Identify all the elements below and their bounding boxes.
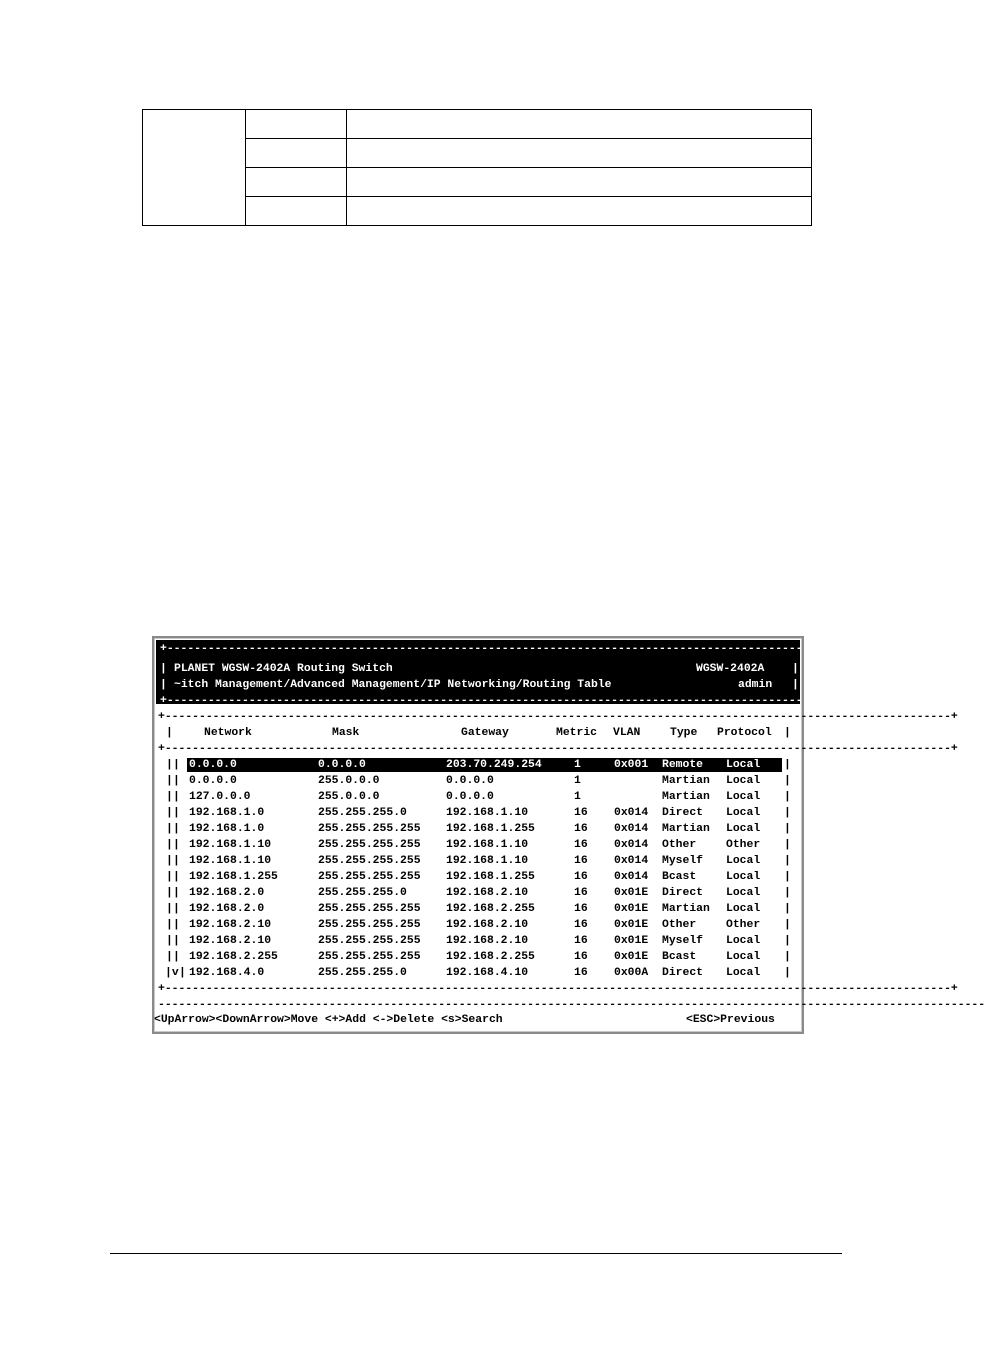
cell-protocol: Local (726, 759, 761, 771)
reference-table (142, 109, 812, 226)
cell-type: Myself (662, 935, 704, 947)
cell-vlan: 0x01E (614, 935, 649, 947)
row-border-pipe: | (173, 775, 180, 787)
cell-type: Other (662, 919, 697, 931)
cell-gateway: 0.0.0.0 (446, 775, 494, 787)
table-border-bottom: +-------------------------------------------------------------------------------------------------------------------+ (158, 983, 958, 995)
cell-gateway: 192.168.2.255 (446, 903, 535, 915)
cell-metric: 16 (574, 919, 588, 931)
table-border-pipe: | (784, 727, 791, 739)
cell-metric: 16 (574, 903, 588, 915)
cell-vlan: 0x014 (614, 871, 649, 883)
header-border-pipe: | (160, 679, 167, 691)
cell-mask: 255.255.255.255 (318, 919, 421, 931)
cell-metric: 16 (574, 935, 588, 947)
row-border-pipe: | (166, 935, 173, 947)
cell-mask: 255.0.0.0 (318, 791, 380, 803)
app-title: PLANET WGSW-2402A Routing Switch (174, 663, 393, 675)
row-border-pipe: | (173, 807, 180, 819)
row-border-pipe: | (784, 871, 791, 883)
table-row[interactable] (154, 901, 802, 917)
row-border-pipe: | (166, 887, 173, 899)
cell-protocol: Local (726, 823, 761, 835)
cell-gateway: 192.168.1.10 (446, 839, 529, 851)
cell-gateway: 192.168.1.255 (446, 823, 535, 835)
table-row[interactable] (154, 869, 802, 885)
cell-protocol: Local (726, 775, 761, 787)
cell-metric: 16 (574, 823, 588, 835)
cell-type: Bcast (662, 871, 697, 883)
cell-metric: 16 (574, 807, 588, 819)
row-border-pipe: | (784, 967, 791, 979)
cell-mask: 255.255.255.255 (318, 871, 421, 883)
cell-type: Martian (662, 791, 710, 803)
cell-vlan: 0x014 (614, 823, 649, 835)
cell-network: 192.168.4.0 (189, 967, 265, 979)
row-border-pipe: | (173, 887, 180, 899)
row-border-pipe: | (166, 871, 173, 883)
row-border-pipe: | (166, 855, 173, 867)
table-row[interactable] (154, 821, 802, 837)
cell-type: Bcast (662, 951, 697, 963)
table-row[interactable] (154, 757, 802, 773)
cell-metric: 16 (574, 871, 588, 883)
row-border-pipe: | (784, 935, 791, 947)
column-header-vlan: VLAN (613, 727, 641, 739)
column-header-gateway: Gateway (461, 727, 509, 739)
cell-protocol: Local (726, 951, 761, 963)
cell-gateway: 203.70.249.254 (446, 759, 542, 771)
row-border-pipe: | (784, 807, 791, 819)
row-border-pipe: | (784, 951, 791, 963)
table-cell (246, 110, 347, 139)
column-header-network: Network (204, 727, 252, 739)
cell-type: Direct (662, 887, 704, 899)
cell-gateway: 192.168.1.10 (446, 807, 529, 819)
cell-metric: 1 (574, 759, 581, 771)
table-row[interactable] (154, 917, 802, 933)
cell-vlan: 0x014 (614, 839, 649, 851)
cell-metric: 16 (574, 855, 588, 867)
footer-separator: ------------------------------------------------------------------------------------------------------------------------- (158, 999, 985, 1011)
device-name: WGSW-2402A (696, 663, 765, 675)
cell-mask: 0.0.0.0 (318, 759, 366, 771)
table-row[interactable] (154, 885, 802, 901)
cell-gateway: 192.168.2.10 (446, 887, 529, 899)
row-border-pipe: | (173, 919, 180, 931)
column-header-type: Type (670, 727, 698, 739)
cell-gateway: 192.168.2.10 (446, 919, 529, 931)
breadcrumb: ~itch Management/Advanced Management/IP Networking/Routing Table (174, 679, 612, 691)
table-cell (143, 110, 246, 226)
footer-keys-hint: <UpArrow><DownArrow>Move <+>Add <->Delete <s>Search (154, 1014, 503, 1026)
table-row[interactable] (154, 933, 802, 949)
row-border-pipe: | (166, 919, 173, 931)
cell-gateway: 0.0.0.0 (446, 791, 494, 803)
cell-network: 192.168.2.0 (189, 903, 265, 915)
row-border-pipe: | (166, 807, 173, 819)
row-border-pipe: | (784, 791, 791, 803)
row-border-pipe: | (166, 823, 173, 835)
cell-protocol: Other (726, 919, 761, 931)
cell-type: Myself (662, 855, 704, 867)
cell-gateway: 192.168.2.10 (446, 935, 529, 947)
cell-metric: 16 (574, 887, 588, 899)
cell-gateway: 192.168.4.10 (446, 967, 529, 979)
cell-gateway: 192.168.1.10 (446, 855, 529, 867)
row-border-pipe: | (173, 823, 180, 835)
table-row[interactable] (154, 773, 802, 789)
row-border-pipe: | (179, 967, 186, 979)
cell-vlan: 0x01E (614, 903, 649, 915)
footer-esc-hint: <ESC>Previous (686, 1014, 775, 1026)
header-border-bottom: +-------------------------------------------------------------------------------------------------------------------+ (160, 695, 960, 707)
cell-gateway: 192.168.2.255 (446, 951, 535, 963)
column-header-metric: Metric (556, 727, 598, 739)
table-cell (347, 139, 812, 168)
terminal-header (156, 640, 960, 707)
table-row[interactable] (154, 853, 802, 869)
cell-metric: 16 (574, 967, 588, 979)
cell-protocol: Local (726, 855, 761, 867)
table-border-top: +-------------------------------------------------------------------------------------------------------------------+ (158, 711, 958, 723)
row-border-pipe: | (784, 839, 791, 851)
cell-type: Martian (662, 775, 710, 787)
table-row[interactable] (154, 965, 802, 981)
row-border-pipe: | (173, 951, 180, 963)
cell-type: Other (662, 839, 697, 851)
row-border-pipe: | (784, 775, 791, 787)
cell-mask: 255.255.255.0 (318, 887, 407, 899)
table-cell (347, 168, 812, 197)
column-header-mask: Mask (332, 727, 360, 739)
cell-protocol: Local (726, 887, 761, 899)
cell-network: 0.0.0.0 (189, 759, 237, 771)
cell-network: 192.168.2.0 (189, 887, 265, 899)
cell-type: Martian (662, 823, 710, 835)
header-border-pipe: | (792, 679, 799, 691)
row-border-pipe: | (173, 903, 180, 915)
cell-mask: 255.255.255.255 (318, 935, 421, 947)
table-row[interactable] (154, 805, 802, 821)
cell-protocol: Local (726, 935, 761, 947)
cell-network: 192.168.1.255 (189, 871, 278, 883)
row-border-pipe: | (784, 887, 791, 899)
user-name: admin (738, 679, 773, 691)
row-border-pipe: | (166, 839, 173, 851)
row-border-pipe: | (173, 935, 180, 947)
cell-network: 192.168.2.255 (189, 951, 278, 963)
cell-protocol: Local (726, 967, 761, 979)
cell-network: 192.168.2.10 (189, 935, 272, 947)
cell-protocol: Local (726, 903, 761, 915)
cell-type: Martian (662, 903, 710, 915)
row-border-pipe: | (173, 871, 180, 883)
row-border-pipe: | (784, 903, 791, 915)
row-border-pipe: | (784, 823, 791, 835)
cell-network: 192.168.1.0 (189, 823, 265, 835)
column-header-protocol: Protocol (717, 727, 772, 739)
table-border-pipe: | (166, 727, 173, 739)
cell-network: 192.168.1.10 (189, 855, 272, 867)
cell-vlan: 0x01E (614, 919, 649, 931)
row-border-pipe: | (166, 903, 173, 915)
row-border-pipe: | (784, 919, 791, 931)
cell-network: 192.168.2.10 (189, 919, 272, 931)
row-border-pipe: | (784, 759, 791, 771)
cell-mask: 255.255.255.255 (318, 855, 421, 867)
table-cell (246, 139, 347, 168)
cell-metric: 1 (574, 791, 581, 803)
page-footer-rule (110, 1253, 842, 1254)
cell-protocol: Local (726, 791, 761, 803)
cell-protocol: Other (726, 839, 761, 851)
header-border-pipe: | (160, 663, 167, 675)
row-border-pipe: | (166, 775, 173, 787)
cell-mask: 255.0.0.0 (318, 775, 380, 787)
scroll-down-indicator: |v (165, 967, 179, 979)
cell-protocol: Local (726, 807, 761, 819)
cell-vlan: 0x00A (614, 967, 649, 979)
cell-network: 192.168.1.10 (189, 839, 272, 851)
cell-mask: 255.255.255.255 (318, 951, 421, 963)
cell-metric: 16 (574, 951, 588, 963)
cell-mask: 255.255.255.255 (318, 903, 421, 915)
table-cell (347, 110, 812, 139)
header-border-pipe: | (792, 663, 799, 675)
row-border-pipe: | (173, 759, 180, 771)
row-border-pipe: | (166, 759, 173, 771)
table-cell (246, 168, 347, 197)
table-row[interactable] (154, 837, 802, 853)
table-cell (347, 197, 812, 226)
table-row[interactable] (154, 949, 802, 965)
row-border-pipe: | (173, 791, 180, 803)
cell-type: Remote (662, 759, 704, 771)
cell-protocol: Local (726, 871, 761, 883)
header-border-top: +-------------------------------------------------------------------------------------------------------------------+ (160, 643, 960, 655)
row-border-pipe: | (173, 839, 180, 851)
cell-metric: 1 (574, 775, 581, 787)
cell-metric: 16 (574, 839, 588, 851)
cell-network: 127.0.0.0 (189, 791, 251, 803)
cell-mask: 255.255.255.0 (318, 967, 407, 979)
cell-mask: 255.255.255.0 (318, 807, 407, 819)
table-cell (246, 197, 347, 226)
cell-vlan: 0x01E (614, 951, 649, 963)
cell-gateway: 192.168.1.255 (446, 871, 535, 883)
cell-mask: 255.255.255.255 (318, 839, 421, 851)
row-border-pipe: | (166, 951, 173, 963)
cell-network: 192.168.1.0 (189, 807, 265, 819)
cell-network: 0.0.0.0 (189, 775, 237, 787)
cell-type: Direct (662, 967, 704, 979)
cell-vlan: 0x014 (614, 807, 649, 819)
cell-mask: 255.255.255.255 (318, 823, 421, 835)
cell-type: Direct (662, 807, 704, 819)
cell-vlan: 0x01E (614, 887, 649, 899)
column-header-separator: +-------------------------------------------------------------------------------------------------------------------+ (158, 743, 958, 755)
row-border-pipe: | (173, 855, 180, 867)
cell-vlan: 0x001 (614, 759, 649, 771)
row-border-pipe: | (784, 855, 791, 867)
row-border-pipe: | (166, 791, 173, 803)
cell-vlan: 0x014 (614, 855, 649, 867)
terminal-window[interactable] (152, 636, 985, 1034)
table-row[interactable] (154, 789, 802, 805)
